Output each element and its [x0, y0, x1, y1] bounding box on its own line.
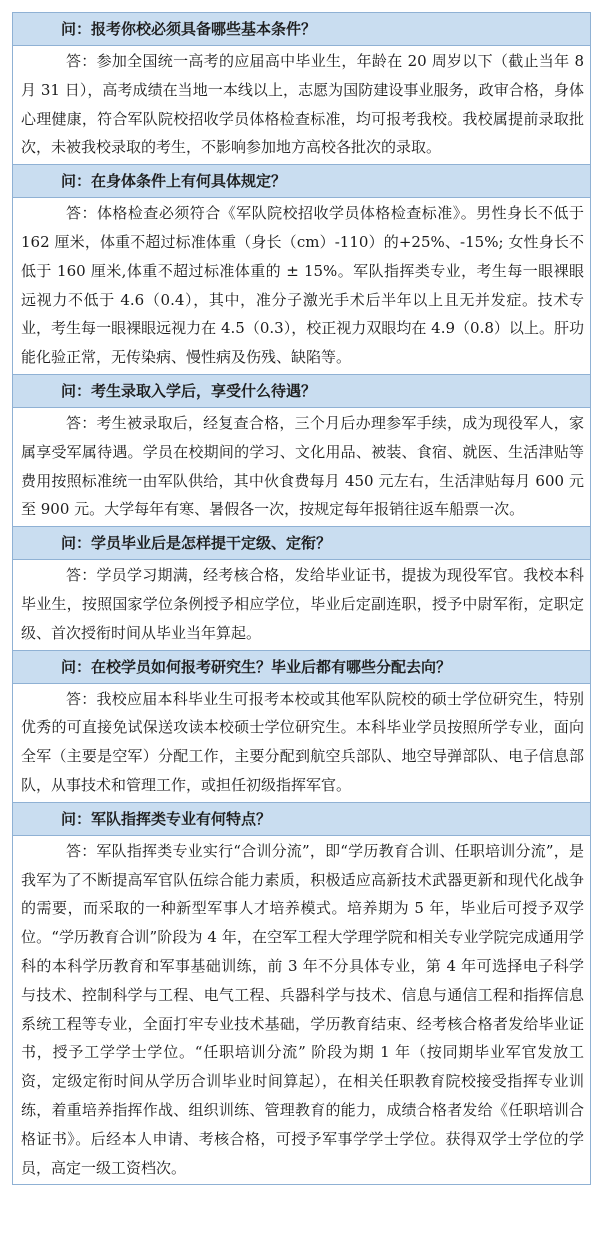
faq-question: 问：考生录取入学后，享受什么待遇？ [13, 375, 590, 408]
faq-table [12, 12, 591, 1185]
faq-question: 问：学员毕业后是怎样提干定级、定衔？ [13, 527, 590, 560]
faq-answer: 答：考生被录取后，经复查合格，三个月后办理参军手续，成为现役军人，家属享受军属待遇。学员在校期间的学习、文化用品、被装、食宿、就医、生活津贴等费用按照标准统一由军队供给，其中伙食费每月 450 元左右，生活津贴每月 600 元至 900 元。大学每年有寒、暑假各一次，按规定每年报销往返车船票一次。 [13, 408, 590, 527]
faq-answer: 答：学员学习期满，经考核合格，发给毕业证书，提拔为现役军官。我校本科毕业生，按照国家学位条例授予相应学位，毕业后定副连职，授予中尉军衔，定职定级、首次授衔时间从毕业当年算起。 [13, 560, 590, 650]
faq-question: 问：在身体条件上有何具体规定？ [13, 165, 590, 198]
faq-question: 问：在校学员如何报考研究生？毕业后都有哪些分配去向？ [13, 651, 590, 684]
faq-answer: 答：我校应届本科毕业生可报考本校或其他军队院校的硕士学位研究生，特别优秀的可直接免试保送攻读本校硕士学位研究生。本科毕业学员按照所学专业，面向全军（主要是空军）分配工作，主要分配到航空兵部队、地空导弹部队、电子信息部队，从事技术和管理工作，或担任初级指挥军官。 [13, 684, 590, 803]
faq-answer: 答：军队指挥类专业实行“合训分流”，即“学历教育合训、任职培训分流”，是我军为了不断提高军官队伍综合能力素质，积极适应高新技术武器更新和现代化战争的需要，而采取的一种新型军事人才培养模式。培养期为 5 年，毕业后可授予双学位。“学历教育合训”阶段为 4 年，在空军工程大学理学院和相关专业学院完成通用学科的本科学历教育和军事基础训练，前 3 年不分具体专业，第 4 年可选择电子科学与技术、控制科学与工程、电气工程、兵器科学与技术、信息与通信工程和指挥信息系统工程等专业，全面打牢专业技术基础，学历教育结束、经考核合格者发给毕业证书，授予工学学士学位。“任职培训分流” 阶段为期 1 年（按同期毕业军官发放工资，定级定衔时间从学历合训毕业时间算起），在相关任职教育院校接受指挥专业训练，着重培养指挥作战、组织训练、管理教育的能力，成绩合格者发给《任职培训合格证书》。后经本人申请、考核合格，可授予军事学学士学位。获得双学士学位的学员，高定一级工资档次。 [13, 836, 590, 1186]
faq-answer: 答：体格检查必须符合《军队院校招收学员体格检查标准》。男性身长不低于 162 厘米，体重不超过标准体重（身长（cm）-110）的+25%、-15%; 女性身长不低于 160 厘米,体重不超过标准体重的 ± 15%。军队指挥类专业，考生每一眼裸眼远视力不低于 4.6（0.4），其中，准分子激光手术后半年以上且无并发症。技术专业，考生每一眼裸眼远视力在 4.5（0.3），校正视力双眼均在 4.9（0.8）以上。肝功能化验正常，无传染病、慢性病及伤残、缺陷等。 [13, 198, 590, 375]
faq-answer: 答：参加全国统一高考的应届高中毕业生，年龄在 20 周岁以下（截止当年 8 月 31 日），高考成绩在当地一本线以上，志愿为国防建设事业服务，政审合格，身体心理健康，符合军队院校招收学员体格检查标准，均可报考我校。我校属提前录取批次，未被我校录取的考生，不影响参加地方高校各批次的录取。 [13, 46, 590, 165]
faq-question: 问：报考你校必须具备哪些基本条件？ [13, 13, 590, 46]
faq-question: 问：军队指挥类专业有何特点？ [13, 803, 590, 836]
